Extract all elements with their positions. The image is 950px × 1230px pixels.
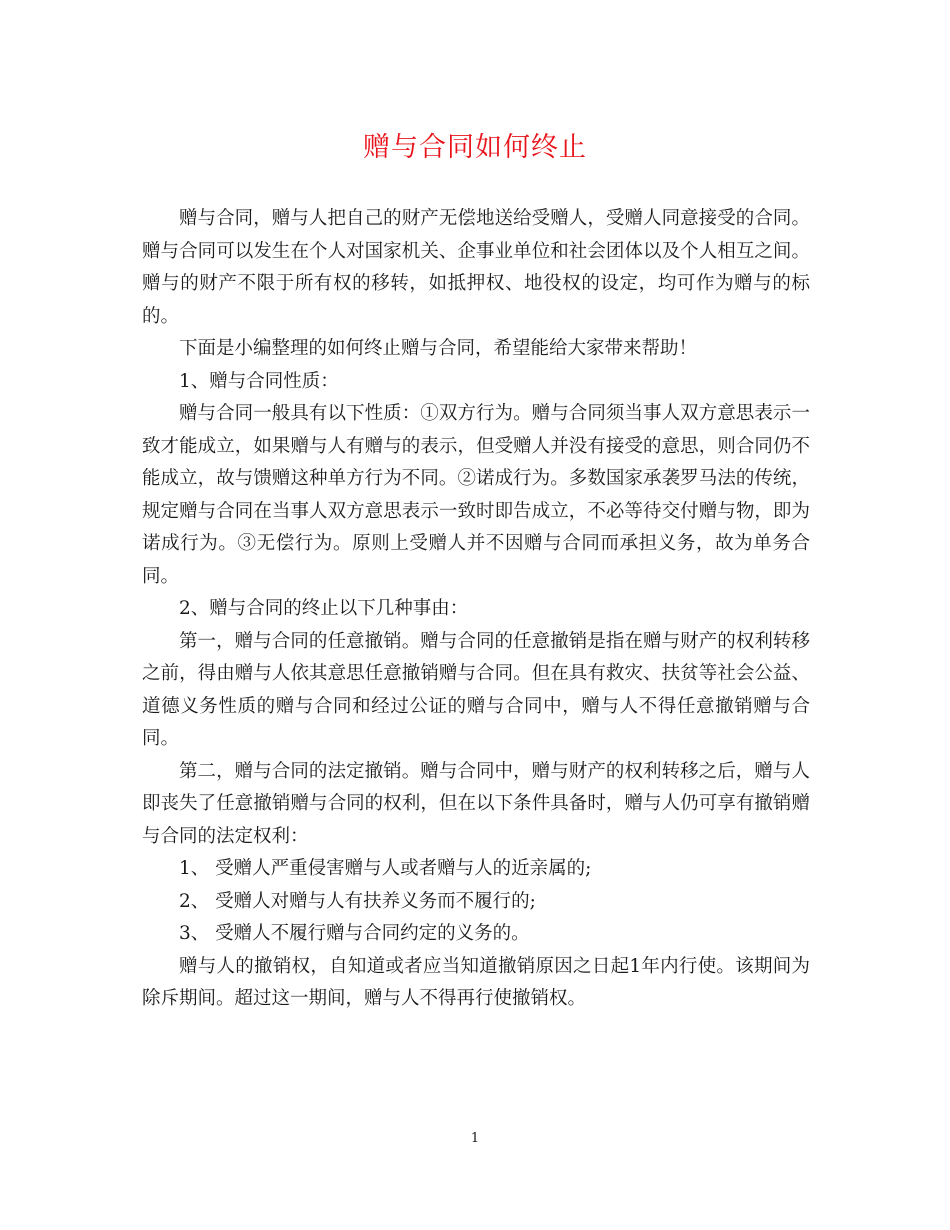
section-heading-nature: 1、赠与合同性质： [179, 370, 339, 392]
list-item: 1、 受赠人严重侵害赠与人或者赠与人的近亲属的; [179, 858, 592, 879]
list-item: 2、 受赠人对赠与人有扶养义务而不履行的; [179, 890, 536, 912]
paragraph-intro: 赠与合同，赠与人把自己的财产无偿地送给受赠人，受赠人同意接受的合同。赠与合同可以发生在个人对国家机关、企事业单位和社会团体以及个人相互之间。赠与的财产不限于所有权的移转，如抵押权、地役权的设定，均可作为赠与的标的。 [142, 208, 810, 327]
page-number: 1 [470, 1131, 480, 1146]
document-title: 赠与合同如何终止 [363, 132, 587, 163]
paragraph-statutory-revocation: 第二，赠与合同的法定撤销。赠与合同中，赠与财产的权利转移之后，赠与人即丧失了任意撤销赠与合同的权利，但在以下条件具备时，赠与人仍可享有撤销赠与合同的法定权利： [142, 760, 810, 847]
paragraph-revocation-period: 赠与人的撤销权，自知道或者应当知道撤销原因之日起1年内行使。该期间为除斥期间。超过这一期间，赠与人不得再行使撤销权。 [142, 955, 810, 1009]
list-item: 3、 受赠人不履行赠与合同约定的义务的。 [179, 923, 530, 944]
document-body [142, 203, 810, 1016]
paragraph-nature: 赠与合同一般具有以下性质：①双方行为。赠与合同须当事人双方意思表示一致才能成立，如果赠与人有赠与的表示，但受赠人并没有接受的意思，则合同仍不能成立，故与馈赠这种单方行为不同。②诺成行为。多数国家承袭罗马法的传统，规定赠与合同在当事人双方意思表示一致时即告成立，不必等待交付赠与物，即为诺成行为。③无偿行为。原则上受赠人并不因赠与合同而承担义务，故为单务合同。 [142, 403, 810, 587]
paragraph-lead: 下面是小编整理的如何终止赠与合同，希望能给大家带来帮助！ [179, 338, 698, 359]
section-heading-termination: 2、赠与合同的终止以下几种事由： [179, 598, 469, 619]
paragraph-arbitrary-revocation: 第一，赠与合同的任意撤销。赠与合同的任意撤销是指在赠与财产的权利转移之前，得由赠与人依其意思任意撤销赠与合同。但在具有救灾、扶贫等社会公益、道德义务性质的赠与合同和经过公证的赠与合同中，赠与人不得任意撤销赠与合同。 [142, 630, 810, 749]
